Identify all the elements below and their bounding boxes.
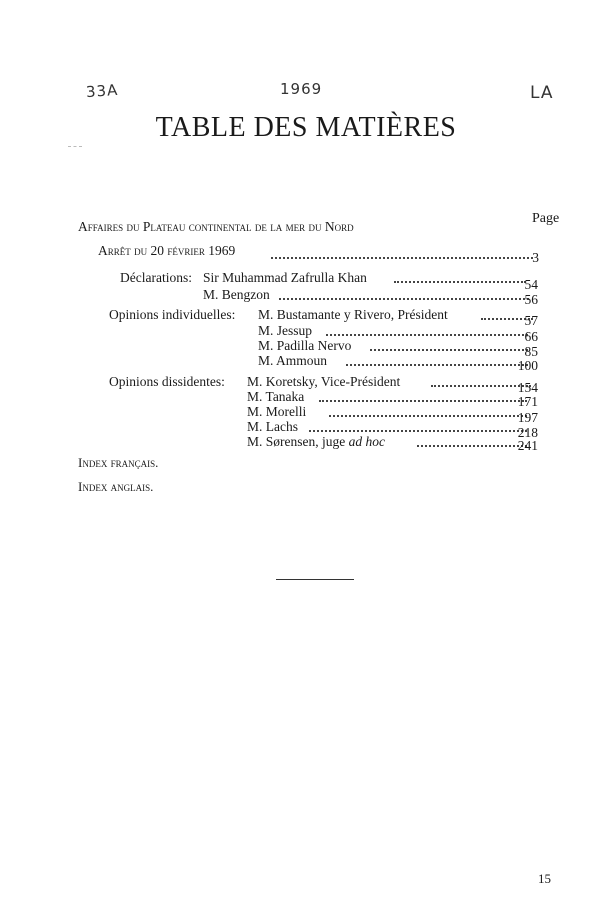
toc-entry-opinion-individuelle[interactable] — [258, 353, 533, 369]
dot-leader — [319, 389, 527, 402]
case-title: Affaires du Plateau continental de la mer du Nord — [78, 219, 354, 234]
toc-entry-name: M. Koretsky, Vice-Président — [247, 374, 401, 389]
dot-leader — [279, 287, 529, 300]
toc-entry-name: M. Ammoun — [258, 353, 328, 368]
toc-page-number: 154 — [517, 380, 538, 395]
page-title: TABLE DES MATIÈRES — [155, 112, 457, 143]
divider — [276, 579, 354, 580]
toc-entry-opinion-individuelle[interactable] — [258, 323, 533, 339]
toc-entry-opinion-dissidente[interactable] — [247, 389, 533, 405]
toc-page-number: 3 — [532, 250, 539, 265]
toc-entry-name: M. Jessup — [258, 323, 313, 338]
dot-leader — [271, 245, 533, 259]
toc-page-number: 85 — [524, 344, 538, 359]
index-anglais[interactable]: Index anglais. — [78, 479, 154, 494]
handwritten-annotation-left: 33A — [85, 80, 119, 102]
section-label-declarations: Déclarations: — [120, 270, 192, 285]
toc-entry-name: M. Bustamante y Rivero, Président — [258, 307, 448, 322]
toc-page-number: 54 — [524, 277, 538, 292]
toc-page-number: 100 — [517, 358, 538, 373]
toc-entry-opinion-dissidente[interactable] — [109, 374, 534, 390]
toc-entry-declaration[interactable] — [203, 287, 533, 303]
index-francais[interactable]: Index français. — [78, 455, 159, 470]
toc-entry-name: M. Lachs — [247, 419, 298, 434]
toc-page-number: 66 — [524, 329, 538, 344]
toc-entry-name: M. Bengzon — [203, 287, 270, 302]
toc-entry-opinion-dissidente[interactable] — [247, 419, 533, 435]
toc-entry-name-text: M. Sørensen, juge — [247, 434, 346, 449]
toc-entry-name: Sir Muhammad Zafrulla Khan — [203, 270, 367, 285]
dot-leader — [370, 338, 528, 351]
toc-page-number: 171 — [517, 394, 538, 409]
toc-entry-name — [247, 434, 385, 450]
handwritten-annotation-right: LA — [530, 83, 554, 103]
dot-leader — [346, 353, 528, 366]
page-column-header: Page — [532, 211, 560, 226]
stray-mark — [68, 146, 82, 147]
toc-page-number: 218 — [517, 425, 538, 440]
toc-page-number: 56 — [524, 292, 538, 307]
dot-leader — [394, 270, 526, 283]
toc-page-number: 241 — [517, 438, 538, 453]
section-label-dissidentes: Opinions dissidentes: — [109, 374, 225, 389]
toc-entry-name: M. Tanaka — [247, 389, 305, 404]
dot-leader — [309, 419, 527, 432]
toc-entry-opinion-individuelle[interactable] — [109, 307, 534, 323]
toc-entry-name: M. Padilla Nervo — [258, 338, 352, 353]
toc-entry-name-italic: ad hoc — [348, 434, 385, 449]
dot-leader — [329, 404, 527, 417]
toc-entry-opinion-dissidente[interactable] — [247, 434, 533, 450]
toc-entry-name: M. Morelli — [247, 404, 307, 419]
dot-leader — [326, 323, 528, 336]
arret-label: Arrêt du 20 février 1969 — [98, 243, 236, 258]
toc-page-number: 197 — [517, 410, 538, 425]
section-label-individuelles: Opinions individuelles: — [109, 307, 236, 322]
toc-entry-declaration[interactable] — [120, 270, 540, 286]
toc-page-number: 57 — [524, 313, 538, 328]
toc-entry-opinion-dissidente[interactable] — [247, 404, 533, 420]
toc-entry-opinion-individuelle[interactable] — [258, 338, 533, 354]
page-number: 15 — [538, 871, 551, 886]
handwritten-annotation-center: 1969 — [280, 80, 323, 98]
